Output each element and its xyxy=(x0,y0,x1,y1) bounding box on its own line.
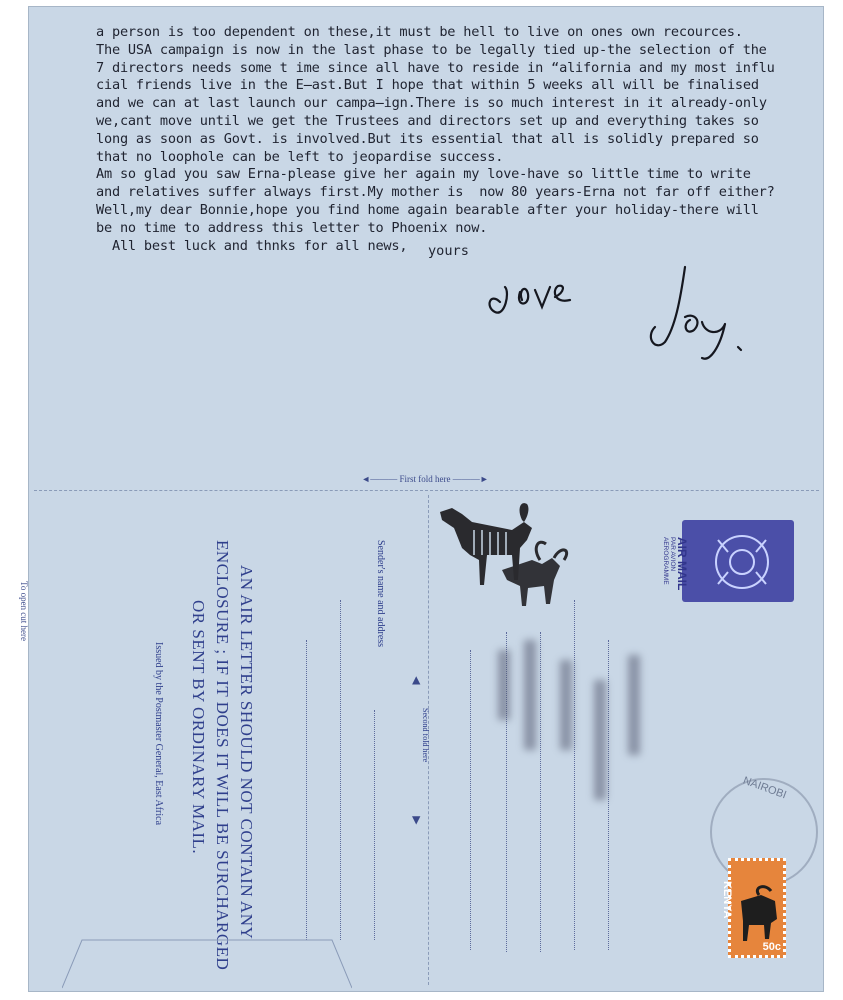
handwritten-signature xyxy=(480,262,770,372)
redacted-address xyxy=(524,640,536,750)
letter-line: long as soon as Govt. is involved.But its essential that all is solidly prepared so xyxy=(96,130,759,147)
first-fold-label: ◄——— First fold here ———► xyxy=(361,474,489,484)
letter-line: be no time to address this letter to Phoenix now. xyxy=(96,219,488,236)
sender-address-line xyxy=(306,640,307,940)
letter-line: a person is too dependent on these,it must be hell to live on ones own recources. xyxy=(96,24,743,40)
second-fold-label: Second fold here xyxy=(421,708,430,763)
postmark-text: NAIROBI xyxy=(741,774,788,802)
airmail-imprint-stamp xyxy=(682,520,794,602)
par-avion-label: PAR AVION AEROGRAMME xyxy=(662,537,676,585)
letter-line: Am so glad you saw Erna-please give her again my love-have so little time to write xyxy=(96,166,751,183)
redacted-address xyxy=(628,655,640,755)
letter-line: and relatives suffer always first.My mother is now 80 years-Erna not far off either? xyxy=(96,184,775,201)
stamp-value: 50c xyxy=(762,941,781,953)
arrow-up-icon: ▲ xyxy=(412,672,421,688)
warning-line-1: AN AIR LETTER SHOULD NOT CONTAIN ANY xyxy=(237,565,256,940)
issued-by-text: Issued by the Postmaster General, East Africa xyxy=(153,642,164,826)
sender-address-line xyxy=(340,600,341,940)
sender-address-line xyxy=(374,710,375,940)
sealing-flap xyxy=(62,930,352,990)
address-line xyxy=(608,640,609,950)
stamp-country: KENYA xyxy=(721,881,733,919)
letter-line: cial friends live in the E̶ast.But I hope that within 5 weeks all will be finalised xyxy=(96,77,759,94)
redacted-address xyxy=(498,650,510,720)
warning-line-2: ENCLOSURE ; IF IT DOES IT WILL BE SURCHARGED xyxy=(213,540,232,971)
to-open-label: To open cut here xyxy=(19,580,30,642)
coat-of-arms-icon xyxy=(682,520,794,602)
address-line xyxy=(470,650,471,950)
closing-word: yours xyxy=(428,243,469,259)
letter-line: All best luck and thnks for all news, xyxy=(96,237,408,254)
address-line xyxy=(540,632,541,952)
letter-line: The USA campaign is now in the last phase to be legally tied up-the selection of the xyxy=(96,41,767,58)
redacted-address xyxy=(560,660,572,750)
letter-line: that no loophole can be left to jeopardise success. xyxy=(96,148,504,165)
address-line xyxy=(574,600,575,950)
typed-letter-body xyxy=(96,24,826,255)
letter-line: Well,my dear Bonnie,hope you find home again bearable after your holiday-there will xyxy=(96,201,759,218)
first-fold-line xyxy=(34,490,819,491)
letter-line: and we can at last launch our campa̶ign.There is so much interest in it already-only xyxy=(96,95,767,112)
air-mail-label: AIR MAIL xyxy=(675,537,689,591)
letter-line: 7 directors needs some t ime since all have to reside in “alifornia and my most influ xyxy=(96,59,775,76)
redacted-address xyxy=(594,680,606,800)
kenya-postage-stamp xyxy=(721,858,786,958)
letter-line: we,cant move until we get the Trustees and directors set up and everything takes so xyxy=(96,112,759,129)
warning-line-3: OR SENT BY ORDINARY MAIL. xyxy=(189,600,208,855)
antelope-illustration-icon xyxy=(432,500,582,610)
sender-address-label: Sender's name and address xyxy=(375,540,386,648)
arrow-down-icon: ▼ xyxy=(412,812,421,828)
